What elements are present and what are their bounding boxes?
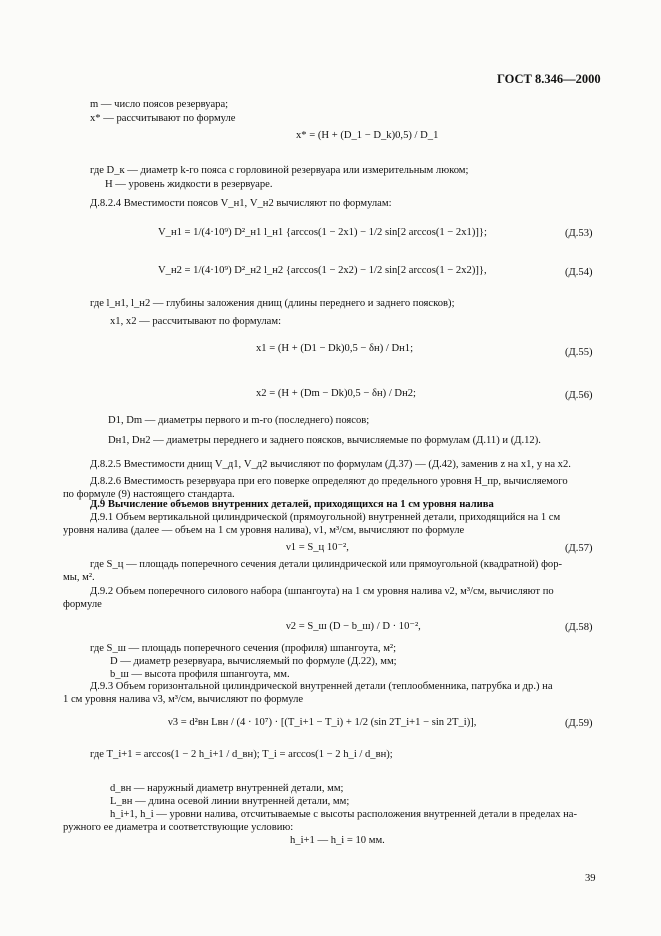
equation-h-condition: h_i+1 — h_i = 10 мм. xyxy=(290,835,385,846)
line-ln-definition: где l_н1, l_н2 — глубины заложения днищ (длины переднего и заднего поясков); xyxy=(90,298,455,309)
line-dk-definition: где D_к — диаметр k-го пояса с горловиной резервуара или измерительным люком; xyxy=(90,165,469,176)
page-number: 39 xyxy=(585,873,596,884)
equation-x-star: x* = (H + (D_1 − D_k)0,5) / D_1 xyxy=(296,130,439,141)
section-d824: Д.8.2.4 Вместимости поясов V_н1, V_н2 вычисляют по формулам: xyxy=(90,198,392,209)
line-dn-definition: Dн1, Dн2 — диаметры переднего и заднего поясков, вычисляемые по формулам (Д.11) и (Д.12). xyxy=(108,435,541,446)
line-h-levels-definition: h_i+1, h_i — уровни налива, отсчитываемые с высоты расположения внутренней детали в пределах на- xyxy=(110,809,578,820)
equation-number-d54: (Д.54) xyxy=(565,267,593,278)
equation-number-d58: (Д.58) xyxy=(565,622,593,633)
equation-d59: ν3 = d²вн Lвн / (4 · 10⁷) · [(T_i+1 − T_i) + 1/2 (sin 2T_i+1 − sin 2T_i)], xyxy=(168,717,477,728)
line-sc-cont: мы, м². xyxy=(63,572,95,583)
line-h-levels-cont: ружного ее диаметра и соответствующие условию: xyxy=(63,822,294,833)
line-x1x2-intro: x1, x2 — рассчитывают по формулам: xyxy=(110,316,282,327)
section-d91: Д.9.1 Объем вертикальной цилиндрической (прямоугольной) внутренней детали, приходящийся на 1 см xyxy=(90,512,561,523)
section-d93: Д.9.3 Объем горизонтальной цилиндрической внутренней детали (теплообменника, патрубка и др.) на xyxy=(90,681,553,692)
equation-number-d59: (Д.59) xyxy=(565,718,593,729)
equation-number-d57: (Д.57) xyxy=(565,543,593,554)
line-m-definition: m — число поясов резервуара; xyxy=(90,99,229,110)
section-d92: Д.9.2 Объем поперечного силового набора (шпангоута) на 1 см уровня налива ν2, м³/см, вычисляют по xyxy=(90,586,554,597)
line-d826-cont: по формуле (9) настоящего стандарта. xyxy=(63,489,235,500)
section-d9-heading: Д.9 Вычисление объемов внутренних деталей, приходящихся на 1 см уровня налива xyxy=(90,499,494,510)
line-sh-definition: где S_ш — площадь поперечного сечения (профиля) шпангоута, м²; xyxy=(90,643,397,654)
section-d825: Д.8.2.5 Вместимости днищ V_д1, V_д2 вычисляют по формулам (Д.37) — (Д.42), заменив z на x1, y на x2. xyxy=(90,459,571,470)
equation-d55: x1 = (H + (D1 − Dk)0,5 − δн) / Dн1; xyxy=(256,343,414,354)
document-id: ГОСТ 8.346—2000 xyxy=(497,72,601,86)
line-bsh-definition: b_ш — высота профиля шпангоута, мм. xyxy=(110,669,290,680)
equation-number-d53: (Д.53) xyxy=(565,228,593,239)
equation-d58: ν2 = S_ш (D − b_ш) / D · 10⁻², xyxy=(286,621,421,632)
equation-number-d55: (Д.55) xyxy=(565,347,593,358)
line-dvn-definition: d_вн — наружный диаметр внутренней детали, мм; xyxy=(110,783,344,794)
line-h-definition: H — уровень жидкости в резервуаре. xyxy=(105,179,273,190)
equation-d54: V_н2 = 1/(4·10⁹) D²_н2 l_н2 {arccos(1 − 2x2) − 1/2 sin[2 arccos(1 − 2x2)]}, xyxy=(158,265,487,276)
line-sc-definition: где S_ц — площадь поперечного сечения детали цилиндрической или прямоугольной (квадратной) фор- xyxy=(90,559,563,570)
equation-d53: V_н1 = 1/(4·10⁹) D²_н1 l_н1 {arccos(1 − 2x1) − 1/2 sin[2 arccos(1 − 2x1)]}; xyxy=(158,227,487,238)
line-x-star-intro: x* — рассчитывают по формуле xyxy=(90,113,236,124)
line-d91-cont: уровня налива (далее — объем на 1 см уровня налива), ν1, м³/см, вычисляют по формуле xyxy=(63,525,465,536)
line-d1-dm-definition: D1, Dm — диаметры первого и m-го (последнего) поясов; xyxy=(108,415,370,426)
equation-d56: x2 = (H + (Dm − Dk)0,5 − δн) / Dн2; xyxy=(256,388,416,399)
line-lvn-definition: L_вн — длина осевой линии внутренней детали, мм; xyxy=(110,796,350,807)
equation-d57: ν1 = S_ц 10⁻², xyxy=(286,542,349,553)
line-d93-cont: 1 см уровня налива ν3, м³/см, вычисляют по формуле xyxy=(63,694,304,705)
line-d-definition: D — диаметр резервуара, вычисляемый по формуле (Д.22), мм; xyxy=(110,656,397,667)
line-d92-cont: формуле xyxy=(63,599,102,610)
section-d826: Д.8.2.6 Вместимость резервуара при его поверке определяют до предельного уровня H_пр, вычисляемого xyxy=(90,476,568,487)
equation-t-definitions: где T_i+1 = arccos(1 − 2 h_i+1 / d_вн); T_i = arccos(1 − 2 h_i / d_вн); xyxy=(90,749,393,760)
equation-number-d56: (Д.56) xyxy=(565,390,593,401)
